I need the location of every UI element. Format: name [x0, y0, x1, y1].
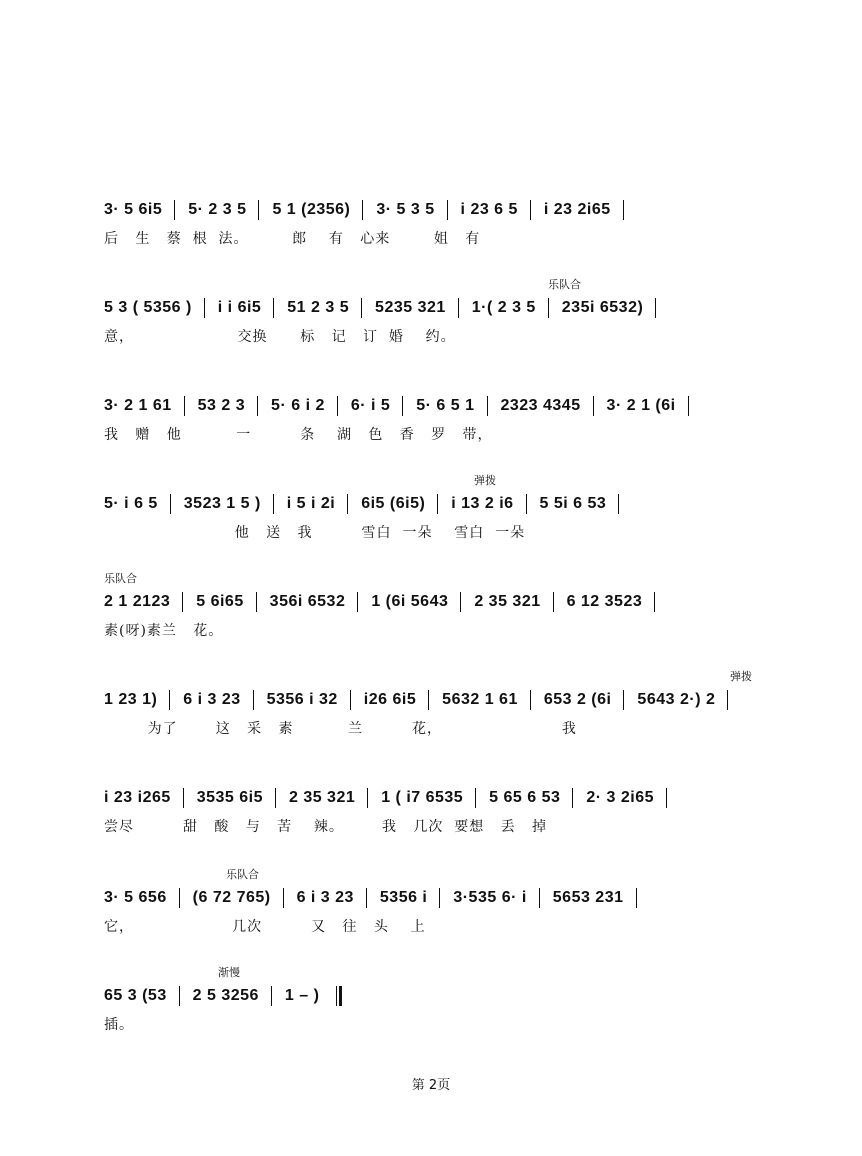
barline: [361, 298, 362, 318]
measure: 3535 6i5: [196, 789, 264, 807]
notation-line: [104, 494, 772, 520]
measure: i 23 i265: [104, 789, 171, 807]
barline: [727, 690, 728, 710]
measure: i26 6i5: [363, 691, 417, 709]
music-system-6: [0, 670, 862, 760]
barline: [487, 396, 488, 416]
barline: [275, 788, 276, 808]
barline: [530, 690, 531, 710]
lyrics-line: 插。: [104, 1017, 134, 1033]
barline: [636, 888, 637, 908]
barline: [437, 494, 438, 514]
barline: [366, 888, 367, 908]
lyrics-line: 我 赠 他 一 条 湖 色 香 罗 带，: [104, 427, 493, 443]
measure: (6 72 765): [192, 889, 271, 907]
barline: [572, 788, 573, 808]
measure: 2· 3 2i65: [586, 789, 654, 807]
measure: 5· 6 i 2: [271, 397, 325, 415]
lyrics-line: 意， 交换 标 记 订 婚 约。: [104, 329, 456, 345]
performance-mark: 渐慢: [218, 966, 240, 979]
measure: 3·535 6· i: [453, 889, 527, 907]
barline: [253, 690, 254, 710]
barline: [623, 690, 624, 710]
barline: [593, 396, 594, 416]
music-system-1: [0, 200, 862, 270]
barline: [447, 200, 448, 220]
barline: [179, 986, 180, 1006]
measure: 51 2 3 5: [287, 299, 350, 317]
measure: 356i 6532: [269, 593, 346, 611]
barline: [654, 592, 655, 612]
measure: 2 1 2123: [104, 593, 171, 611]
notation-line: [104, 592, 772, 618]
measure: 235i 6532): [561, 299, 644, 317]
barline: [475, 788, 476, 808]
final-barline-thin: [336, 986, 337, 1006]
measure: i 23 2i65: [543, 201, 611, 219]
barline: [182, 592, 183, 612]
page-number: 第 2页: [411, 1078, 451, 1093]
music-system-5: [0, 572, 862, 662]
music-system-7: [0, 788, 862, 858]
notation-line: [104, 788, 772, 814]
measure: 1 ( i7 6535: [381, 789, 464, 807]
barline: [204, 298, 205, 318]
lyrics-line: 它， 几次 又 往 头 上: [104, 919, 426, 935]
measure: 3523 1 5 ): [183, 495, 261, 513]
barline: [337, 396, 338, 416]
measure: 2323 4345: [500, 397, 581, 415]
barline: [548, 298, 549, 318]
measure: i 5 i 2i: [286, 495, 336, 513]
barline: [539, 888, 540, 908]
barline: [367, 788, 368, 808]
barline: [688, 396, 689, 416]
barline: [174, 200, 175, 220]
barline: [362, 200, 363, 220]
barline: [357, 592, 358, 612]
measure: 65 3 (53: [104, 987, 167, 1005]
performance-mark: 乐队合: [226, 868, 259, 881]
measure: 5356 i 32: [266, 691, 338, 709]
notation-line: [104, 690, 772, 716]
music-system-3: [0, 396, 862, 466]
measure: 5356 i: [379, 889, 428, 907]
barline: [428, 690, 429, 710]
measure: 5632 1 61: [442, 691, 518, 709]
performance-mark: 乐队合: [104, 572, 137, 585]
measure: 5 6i65: [196, 593, 244, 611]
barline: [439, 888, 440, 908]
barline: [623, 200, 624, 220]
measure: 2 35 321: [288, 789, 356, 807]
barline: [273, 298, 274, 318]
barline: [347, 494, 348, 514]
barline: [530, 200, 531, 220]
performance-mark: 弹拨: [730, 670, 752, 683]
notation-line: [104, 298, 772, 324]
barline: [666, 788, 667, 808]
lyrics-line: 后 生 蔡 根 法。 郎 有 心来 姐 有: [104, 231, 481, 247]
performance-mark: 弹拨: [474, 474, 496, 487]
measure: i 13 2 i6: [451, 495, 514, 513]
measure: 3· 2 1 61: [104, 397, 172, 415]
music-system-2: [0, 278, 862, 368]
lyrics-line: 为了 这 采 素 兰 花， 我: [104, 721, 577, 737]
measure: 5 1 (2356): [272, 201, 351, 219]
measure: 5643 2·) 2: [637, 691, 716, 709]
measure: 6 i 3 23: [183, 691, 241, 709]
barline: [458, 298, 459, 318]
barline: [655, 298, 656, 318]
barline: [169, 690, 170, 710]
measure: 5 5i 6 53: [539, 495, 607, 513]
measure: 3· 5 656: [104, 889, 167, 907]
notation-line: [104, 396, 772, 422]
notation-line: [104, 888, 772, 914]
final-barline-thick: [339, 986, 342, 1006]
measure: 6 i 3 23: [296, 889, 354, 907]
music-system-4: [0, 474, 862, 564]
barline: [553, 592, 554, 612]
measure: 5653 231: [552, 889, 624, 907]
measure: 1·( 2 3 5: [471, 299, 536, 317]
performance-mark: 乐队合: [548, 278, 581, 291]
notation-line: [104, 986, 350, 1012]
measure: 2 35 321: [474, 593, 541, 611]
notation-line: [104, 200, 772, 226]
barline: [256, 592, 257, 612]
lyrics-line: 尝尽 甜 酸 与 苦 辣。 我 几次 要想 丢 掉: [104, 819, 548, 835]
barline: [184, 396, 185, 416]
measure: 1 (6i 5643: [371, 593, 449, 611]
measure: 5 65 6 53: [489, 789, 561, 807]
barline: [179, 888, 180, 908]
barline: [526, 494, 527, 514]
barline: [183, 788, 184, 808]
measure: 5· i 6 5: [104, 495, 158, 513]
barline: [271, 986, 272, 1006]
music-system-9: [0, 966, 862, 1056]
measure: 653 2 (6i: [543, 691, 612, 709]
barline: [350, 690, 351, 710]
lyrics-line: 素(呀)素兰 花。: [104, 623, 224, 639]
measure: 1 23 1): [104, 691, 158, 709]
measure: i i 6i5: [217, 299, 262, 317]
barline: [257, 396, 258, 416]
measure: 5· 2 3 5: [188, 201, 247, 219]
barline: [273, 494, 274, 514]
music-system-8: [0, 868, 862, 958]
measure: 5· 6 5 1: [416, 397, 475, 415]
barline: [460, 592, 461, 612]
barline: [283, 888, 284, 908]
measure: 6· i 5: [350, 397, 391, 415]
barline: [618, 494, 619, 514]
measure: i 23 6 5: [460, 201, 518, 219]
barline: [170, 494, 171, 514]
lyrics-line: 他 送 我 雪白 一朵 雪白 一朵: [104, 525, 526, 541]
measure: 6 12 3523: [566, 593, 643, 611]
measure: 53 2 3: [197, 397, 246, 415]
measure: 6i5 (6i5): [361, 495, 426, 513]
measure: 5 3 ( 5356 ): [104, 299, 192, 317]
measure: 1 – ): [284, 987, 320, 1005]
measure: 3· 5 6i5: [104, 201, 163, 219]
measure: 2 5 3256: [192, 987, 259, 1005]
barline: [258, 200, 259, 220]
barline: [402, 396, 403, 416]
measure: 5235 321: [375, 299, 446, 317]
measure: 3· 5 3 5: [376, 201, 435, 219]
measure: 3· 2 1 (6i: [606, 397, 676, 415]
